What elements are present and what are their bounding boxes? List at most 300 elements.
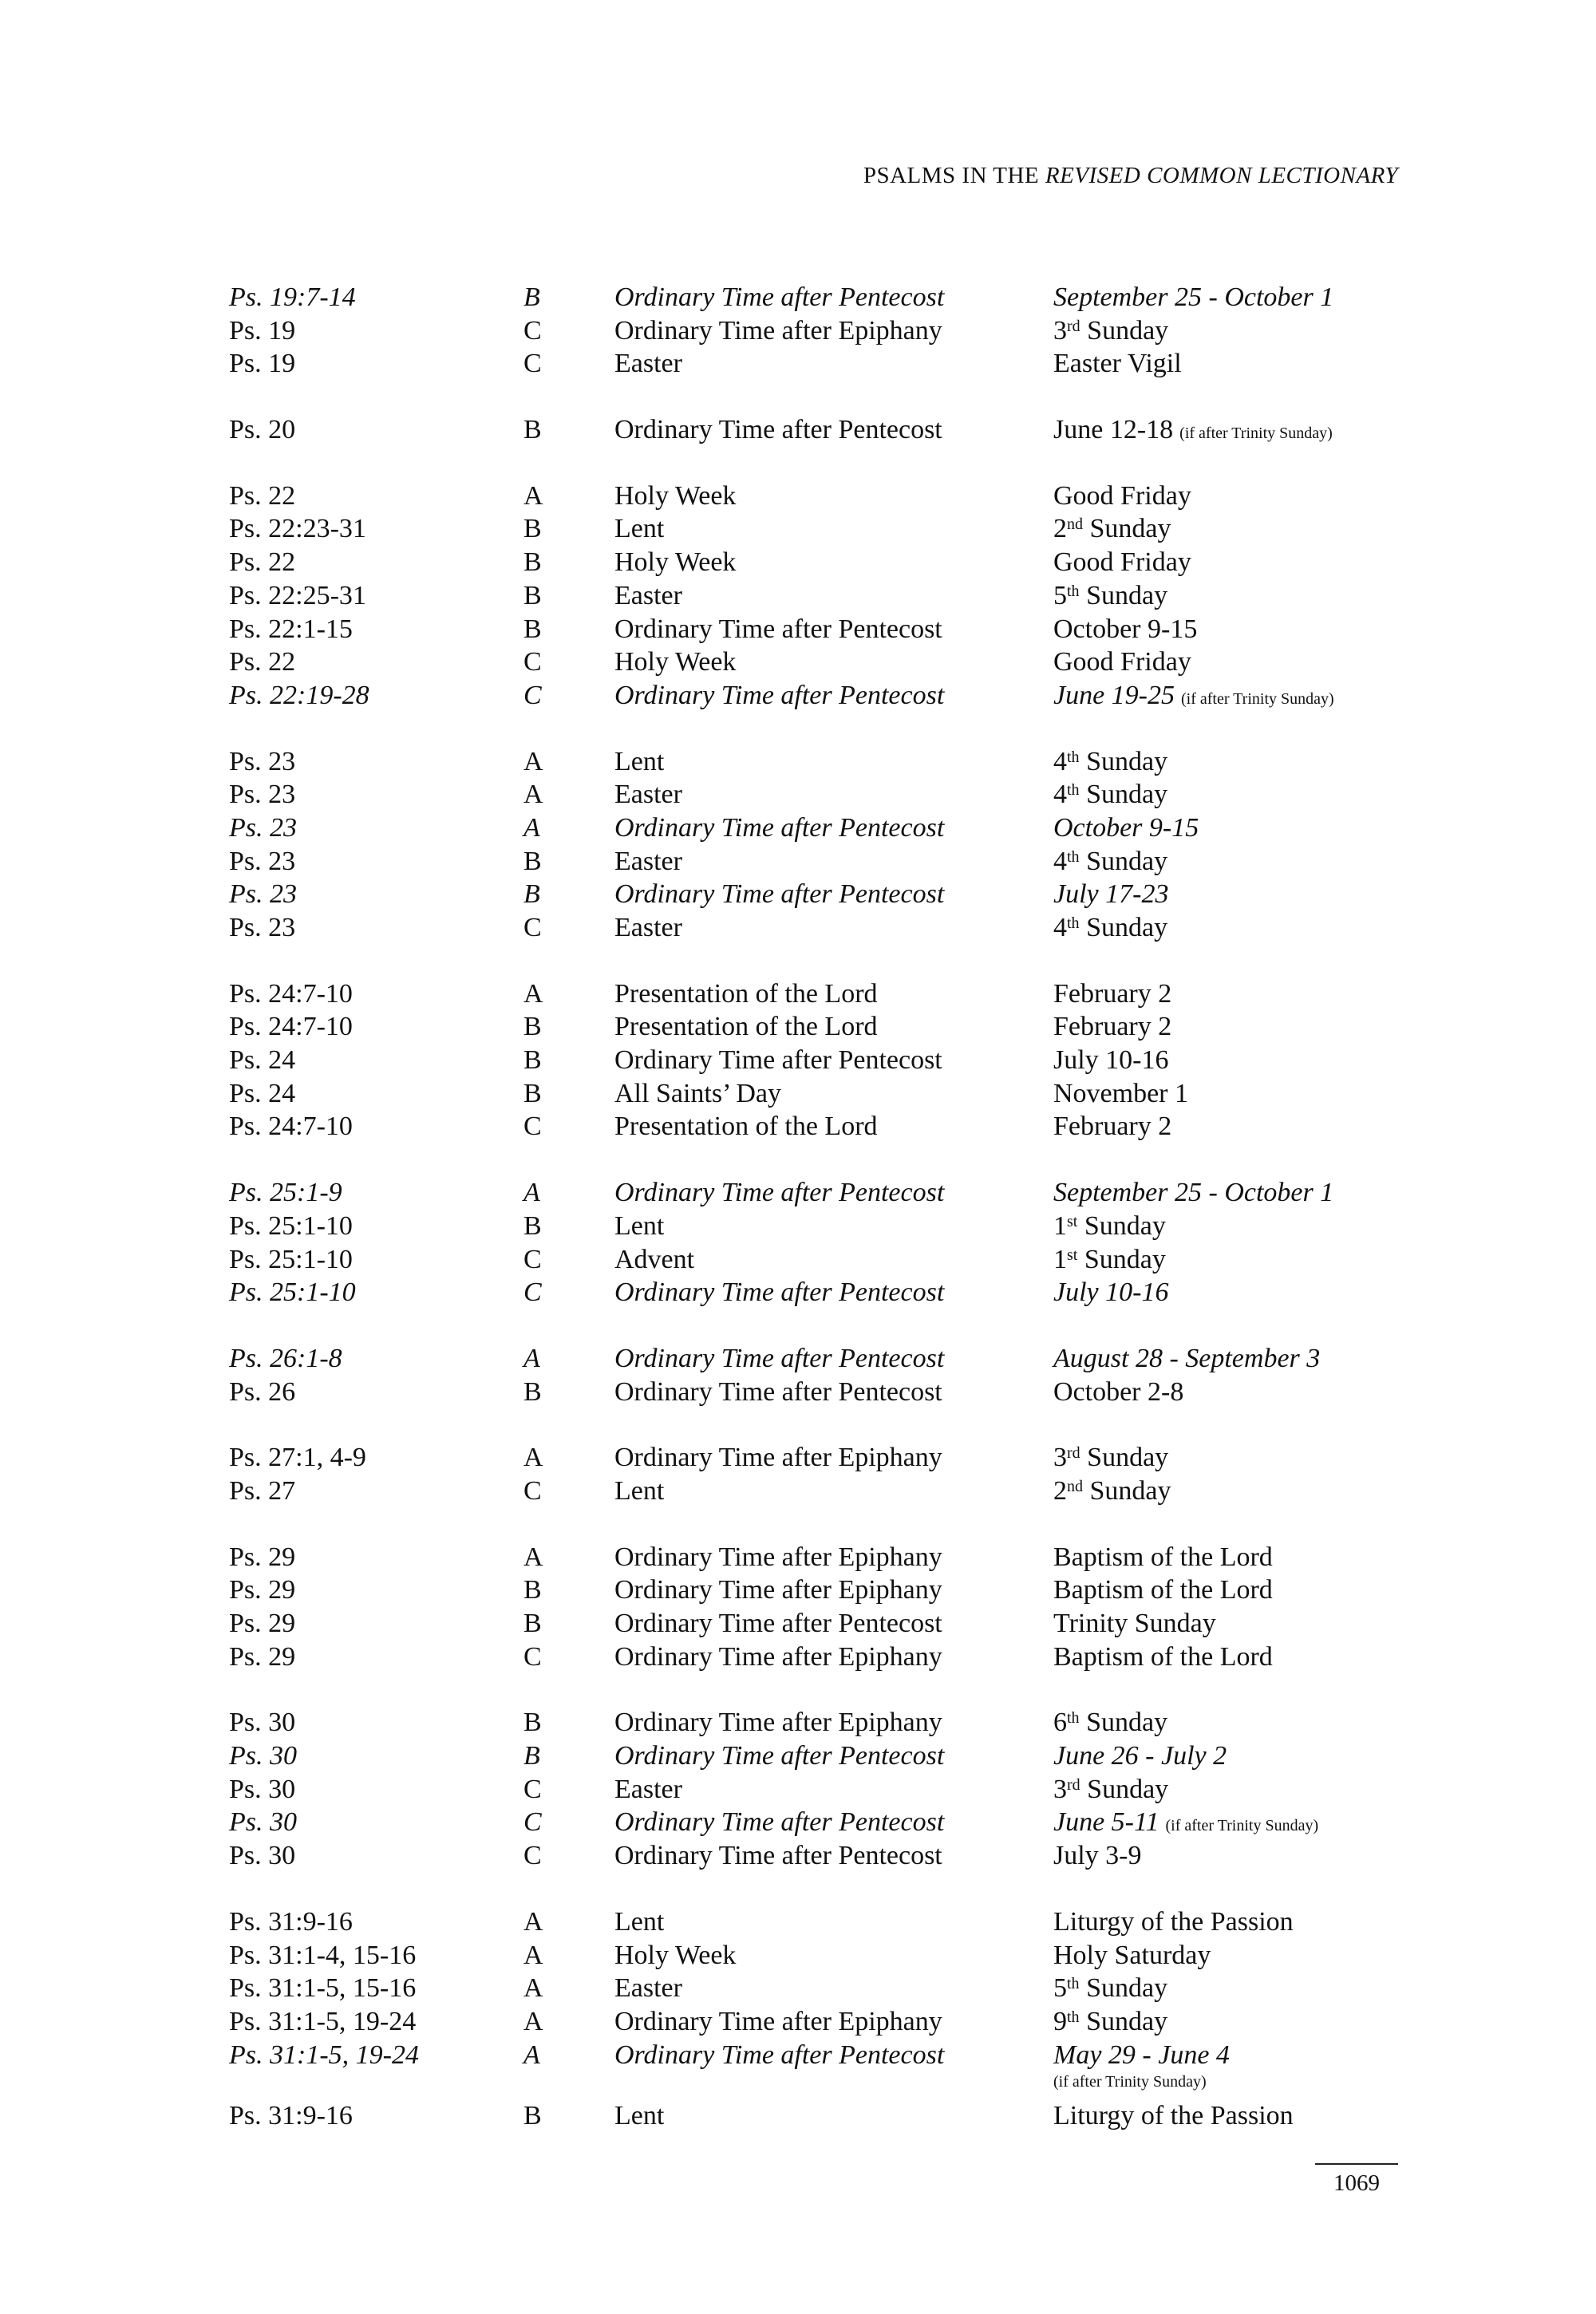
day-text: Sunday [1083,514,1171,544]
day-text: Sunday [1079,580,1168,610]
lectionary-year: B [523,415,542,445]
lectionary-year: C [523,1841,542,1871]
liturgical-season: Lent [614,1906,665,1937]
day-text: Baptism of the Lord [1053,1542,1273,1572]
day-ordinal-suffix: rd [1067,1775,1080,1794]
psalm-reference: Ps. 22 [229,547,296,578]
day-text: Baptism of the Lord [1053,1575,1273,1605]
liturgical-day [1053,977,1171,1011]
lectionary-year: B [523,514,542,544]
lectionary-year: B [523,1741,540,1771]
day-number: 4 [1053,846,1067,876]
lectionary-year: C [523,1807,542,1838]
liturgical-season: Ordinary Time after Pentecost [614,1609,942,1638]
psalm-reference: Ps. 30 [229,1774,296,1804]
liturgical-season: Ordinary Time after Epiphany [614,2006,942,2036]
day-text: Sunday [1083,1475,1171,1506]
psalm-reference: Ps. 30 [229,1741,297,1771]
lectionary-year: C [523,1641,542,1672]
day-text: Good Friday [1053,647,1191,677]
liturgical-season: Presentation of the Lord [614,1012,878,1042]
table-row [229,1607,1410,1641]
psalm-reference: Ps. 31:9-16 [229,1906,353,1937]
day-text: Holy Saturday [1053,1940,1211,1970]
day-note: (if after Trinity Sunday) [1179,424,1333,443]
psalm-group [229,413,1410,447]
table-row [229,1010,1410,1044]
day-text: Liturgy of the Passion [1053,1906,1294,1937]
day-number: 2 [1053,1475,1067,1506]
psalm-group [229,1905,1410,2132]
psalm-reference: Ps. 30 [229,1807,297,1838]
psalm-reference: Ps. 29 [229,1575,296,1605]
lectionary-year: C [523,349,542,379]
psalm-reference: Ps. 31:9-16 [229,2100,353,2130]
liturgical-day [1053,911,1167,945]
psalm-reference: Ps. 19:7-14 [229,282,356,312]
psalm-reference: Ps. 24:7-10 [229,1012,353,1042]
lectionary-year: C [523,1475,542,1506]
psalm-reference: Ps. 27:1, 4-9 [229,1443,366,1473]
table-row [229,613,1410,646]
liturgical-day [1053,480,1191,513]
lectionary-year: B [523,846,542,876]
day-number: 5 [1053,580,1067,610]
day-text: February 2 [1053,1012,1172,1042]
day-ordinal-suffix: th [1067,748,1080,766]
liturgical-season: Easter [614,580,682,610]
liturgical-season: Easter [614,1774,682,1804]
day-text: February 2 [1053,1112,1172,1142]
psalm-reference: Ps. 22 [229,480,296,511]
lectionary-year: C [523,315,542,346]
psalm-reference: Ps. 24:7-10 [229,1112,353,1142]
day-number: 4 [1053,780,1067,810]
lectionary-year: B [523,2100,542,2130]
liturgical-season: Holy Week [614,647,737,677]
day-text: October 9-15 [1053,614,1198,644]
day-number: 4 [1053,746,1067,776]
lectionary-year: A [523,2006,543,2036]
day-text: February 2 [1053,978,1172,1009]
liturgical-season: Holy Week [614,547,737,578]
psalm-table [229,281,1410,2165]
liturgical-day [1053,2005,1167,2039]
day-text: October 9-15 [1053,812,1199,843]
lectionary-year: B [523,1078,542,1108]
liturgical-season: Easter [614,780,682,810]
psalm-reference: Ps. 30 [229,1708,296,1738]
table-row [229,1972,1410,2005]
table-row [229,2099,1410,2133]
psalm-reference: Ps. 22:1-15 [229,614,353,644]
liturgical-day [1053,314,1168,348]
psalm-group [229,480,1410,713]
liturgical-season: Lent [614,746,665,776]
day-ordinal-suffix: rd [1067,1444,1080,1463]
day-ordinal-suffix: th [1067,781,1080,800]
day-text: Sunday [1080,1774,1169,1804]
day-text: Sunday [1080,315,1169,346]
liturgical-season: Ordinary Time after Pentecost [614,282,945,312]
day-text: Sunday [1079,780,1168,810]
day-text: Sunday [1079,846,1168,876]
table-row [229,281,1410,314]
liturgical-season: Ordinary Time after Pentecost [614,1376,942,1407]
psalm-reference: Ps. 26 [229,1376,296,1407]
psalm-reference: Ps. 30 [229,1841,296,1871]
day-ordinal-suffix: th [1067,1709,1080,1728]
psalm-reference: Ps. 23 [229,746,296,776]
lectionary-year: B [523,1045,542,1076]
day-text: Sunday [1079,2006,1168,2036]
liturgical-day [1053,1839,1142,1873]
day-number: 3 [1053,1443,1067,1473]
liturgical-day [1053,1342,1320,1376]
day-note: (if after Trinity Sunday) [1181,689,1334,708]
psalm-group [229,745,1410,945]
liturgical-day [1053,1441,1168,1475]
liturgical-season: Ordinary Time after Epiphany [614,1641,942,1672]
lectionary-year: B [523,1609,542,1638]
psalm-reference: Ps. 22:23-31 [229,514,366,544]
liturgical-season: Lent [614,2100,665,2130]
day-number: 1 [1053,1210,1067,1241]
psalm-reference: Ps. 31:1-5, 19-24 [229,2006,417,2036]
liturgical-season: Ordinary Time after Epiphany [614,1542,942,1572]
liturgical-day [1053,413,1333,451]
lectionary-year: A [523,746,543,776]
psalm-reference: Ps. 22 [229,647,296,677]
lectionary-year: C [523,913,542,942]
table-row [229,512,1410,546]
running-header [863,163,1398,189]
day-text: August 28 - September 3 [1053,1343,1321,1373]
psalm-reference: Ps. 24 [229,1045,296,1076]
liturgical-day [1053,546,1191,579]
liturgical-day [1053,1243,1166,1277]
psalm-reference: Ps. 23 [229,913,296,942]
lectionary-year: B [523,1210,542,1241]
table-row [229,1176,1410,1210]
liturgical-day [1053,646,1191,679]
table-row [229,1905,1410,1939]
liturgical-season: Easter [614,846,682,876]
day-text: October 2-8 [1053,1376,1184,1407]
psalm-reference: Ps. 25:1-10 [229,1244,353,1274]
table-row [229,1441,1410,1475]
day-number: 3 [1053,315,1067,346]
liturgical-day [1053,1972,1167,2005]
table-row [229,1541,1410,1574]
day-ordinal-suffix: nd [1067,515,1083,534]
table-row [229,646,1410,679]
table-row [229,413,1410,447]
liturgical-day [1053,811,1199,845]
liturgical-day [1053,1939,1211,1972]
liturgical-season: Ordinary Time after Pentecost [614,1741,945,1771]
liturgical-day [1053,1044,1169,1077]
day-number: 2 [1053,514,1067,544]
liturgical-season: Ordinary Time after Epiphany [614,1575,942,1605]
liturgical-season: Lent [614,1475,665,1506]
lectionary-year: B [523,1708,542,1738]
psalm-group [229,1706,1410,1872]
psalm-group [229,1441,1410,1507]
liturgical-season: Ordinary Time after Pentecost [614,1343,945,1373]
day-number: 4 [1053,913,1067,942]
lectionary-year: B [523,1575,542,1605]
day-ordinal-suffix: th [1067,582,1080,600]
liturgical-day [1053,1905,1294,1939]
liturgical-season: Easter [614,349,682,379]
lectionary-year: C [523,1244,542,1274]
day-text: September 25 - October 1 [1053,1178,1334,1208]
psalm-reference: Ps. 25:1-10 [229,1277,356,1308]
table-row [229,1210,1410,1243]
liturgical-season: Ordinary Time after Pentecost [614,680,945,710]
lectionary-year: B [523,580,542,610]
day-text: July 10-16 [1053,1277,1169,1308]
day-ordinal-suffix: th [1067,847,1080,866]
day-ordinal-suffix: st [1067,1246,1078,1264]
table-row [229,911,1410,945]
liturgical-day [1053,1077,1188,1111]
table-row [229,2039,1410,2099]
table-row [229,1839,1410,1873]
psalm-reference: Ps. 23 [229,780,296,810]
lectionary-year: B [523,1376,542,1407]
psalm-reference: Ps. 22:25-31 [229,580,366,610]
table-row [229,1806,1410,1839]
liturgical-season: Ordinary Time after Pentecost [614,879,945,910]
table-row [229,977,1410,1011]
table-row [229,1706,1410,1739]
day-text: Sunday [1080,1443,1169,1473]
lectionary-year: C [523,1774,542,1804]
liturgical-day [1053,1739,1227,1773]
day-number: 3 [1053,1774,1067,1804]
liturgical-season: Ordinary Time after Pentecost [614,1178,945,1208]
day-text: Good Friday [1053,547,1191,578]
lectionary-year: C [523,1112,542,1142]
liturgical-day [1053,1541,1273,1574]
day-text: June 5-11 [1053,1807,1159,1838]
day-note: (if after Trinity Sunday) [1165,1817,1319,1835]
lectionary-year: A [523,1542,543,1572]
liturgical-season: Presentation of the Lord [614,1112,878,1142]
lectionary-year: A [523,1443,543,1473]
table-row [229,1739,1410,1773]
page-number-rule [1315,2163,1398,2165]
liturgical-day [1053,679,1334,717]
psalm-reference: Ps. 29 [229,1542,296,1572]
liturgical-day [1053,1110,1171,1143]
day-note: (if after Trinity Sunday) [1053,2073,1207,2091]
table-row [229,1110,1410,1143]
psalm-group [229,977,1410,1143]
lectionary-year: B [523,547,542,578]
table-row [229,679,1410,713]
lectionary-year: B [523,1012,542,1042]
lectionary-year: C [523,1277,542,1308]
day-number: 5 [1053,1973,1067,2004]
lectionary-year: A [523,2040,540,2070]
day-ordinal-suffix: st [1067,1212,1078,1230]
day-text: Sunday [1079,1708,1168,1738]
table-row [229,878,1410,911]
psalm-reference: Ps. 24:7-10 [229,978,353,1009]
liturgical-season: Easter [614,913,682,942]
psalm-reference: Ps. 24 [229,1078,296,1108]
psalm-reference: Ps. 22:19-28 [229,680,369,710]
liturgical-day [1053,1475,1171,1508]
psalm-group [229,1541,1410,1674]
header-italic: REVISED COMMON LECTIONARY [1045,163,1398,188]
liturgical-day [1053,2039,1230,2072]
lectionary-year: A [523,1940,543,1970]
day-text: Sunday [1079,1973,1168,2004]
liturgical-season: Holy Week [614,1940,737,1970]
table-row [229,1939,1410,1972]
liturgical-season: Ordinary Time after Pentecost [614,415,942,445]
liturgical-season: Ordinary Time after Pentecost [614,614,942,644]
day-text: Liturgy of the Passion [1053,2100,1294,2130]
psalm-reference: Ps. 29 [229,1609,296,1638]
table-row [229,314,1410,348]
day-text: Trinity Sunday [1053,1609,1216,1638]
liturgical-season: Lent [614,1210,665,1241]
day-text: July 10-16 [1053,1045,1169,1076]
liturgical-season: Ordinary Time after Epiphany [614,1708,942,1738]
liturgical-season: Lent [614,514,665,544]
table-row [229,2005,1410,2039]
day-text: September 25 - October 1 [1053,282,1334,312]
day-ordinal-suffix: rd [1067,317,1080,335]
liturgical-day [1053,845,1167,879]
lectionary-year: B [523,879,540,910]
psalm-reference: Ps. 31:1-5, 15-16 [229,1973,417,2004]
lectionary-year: A [523,1973,543,2004]
liturgical-season: Ordinary Time after Pentecost [614,812,945,843]
lectionary-year: A [523,1906,543,1937]
psalm-reference: Ps. 23 [229,879,297,910]
liturgical-season: All Saints’ Day [614,1078,782,1108]
lectionary-year: A [523,480,543,511]
table-row [229,347,1410,381]
table-row [229,745,1410,779]
psalm-group [229,1176,1410,1309]
table-row [229,1641,1410,1674]
table-row [229,1773,1410,1807]
liturgical-season: Ordinary Time after Epiphany [614,315,942,346]
psalm-group [229,1342,1410,1408]
psalm-reference: Ps. 29 [229,1641,296,1672]
table-row [229,1376,1410,1409]
liturgical-day [1053,878,1168,911]
day-text: Sunday [1077,1244,1166,1274]
liturgical-day [1053,512,1171,546]
liturgical-season: Ordinary Time after Epiphany [614,1443,942,1473]
table-row [229,1243,1410,1277]
liturgical-season: Ordinary Time after Pentecost [614,1277,945,1308]
day-ordinal-suffix: th [1067,914,1080,932]
day-ordinal-suffix: th [1067,1975,1080,1993]
day-number: 1 [1053,1244,1067,1274]
liturgical-day [1053,1641,1273,1674]
liturgical-day [1053,745,1167,779]
day-text: Easter Vigil [1053,349,1182,379]
day-text: May 29 - June 4 [1053,2040,1230,2070]
liturgical-day [1053,1773,1168,1807]
day-text: Sunday [1079,746,1168,776]
day-text: July 17-23 [1053,879,1169,910]
table-row [229,480,1410,513]
psalm-reference: Ps. 27 [229,1475,296,1506]
day-number: 9 [1053,2006,1067,2036]
table-row [229,546,1410,579]
psalm-reference: Ps. 23 [229,846,296,876]
day-text: June 12-18 [1053,415,1174,445]
psalm-reference: Ps. 31:1-5, 19-24 [229,2040,419,2070]
day-ordinal-suffix: nd [1067,1477,1083,1495]
liturgical-day [1053,1706,1167,1739]
liturgical-day [1053,1607,1216,1641]
psalm-reference: Ps. 20 [229,415,296,445]
psalm-group [229,281,1410,381]
table-row [229,1276,1410,1309]
psalm-reference: Ps. 23 [229,812,297,843]
liturgical-season: Easter [614,1973,682,2004]
psalm-reference: Ps. 31:1-4, 15-16 [229,1940,417,1970]
day-text: Baptism of the Lord [1053,1641,1273,1672]
liturgical-day [1053,1010,1171,1044]
liturgical-day [1053,347,1182,381]
day-ordinal-suffix: th [1067,2008,1080,2026]
liturgical-season: Holy Week [614,480,737,511]
psalm-reference: Ps. 19 [229,349,296,379]
table-row [229,1044,1410,1077]
liturgical-day [1053,281,1333,314]
day-text: July 3-9 [1053,1841,1142,1871]
liturgical-day [1053,2099,1294,2133]
lectionary-year: C [523,680,542,710]
day-text: June 26 - July 2 [1053,1741,1227,1771]
liturgical-day [1053,1574,1273,1607]
table-row [229,579,1410,613]
table-row [229,1574,1410,1607]
liturgical-season: Presentation of the Lord [614,978,878,1009]
liturgical-season: Advent [614,1244,695,1274]
table-row [229,1342,1410,1376]
lectionary-year: A [523,812,540,843]
lectionary-year: A [523,1343,540,1373]
lectionary-year: A [523,978,543,1009]
liturgical-day [1053,1210,1166,1243]
psalm-reference: Ps. 26:1-8 [229,1343,342,1373]
liturgical-season: Ordinary Time after Pentecost [614,1807,945,1838]
psalm-reference: Ps. 25:1-9 [229,1178,342,1208]
table-row [229,778,1410,811]
liturgical-day [1053,1806,1318,1843]
day-text: Sunday [1079,913,1168,942]
lectionary-year: A [523,780,543,810]
liturgical-season: Ordinary Time after Pentecost [614,1045,942,1076]
liturgical-day [1053,613,1197,646]
day-text: June 19-25 [1053,680,1175,710]
day-text: Sunday [1077,1210,1166,1241]
day-text: November 1 [1053,1078,1189,1108]
